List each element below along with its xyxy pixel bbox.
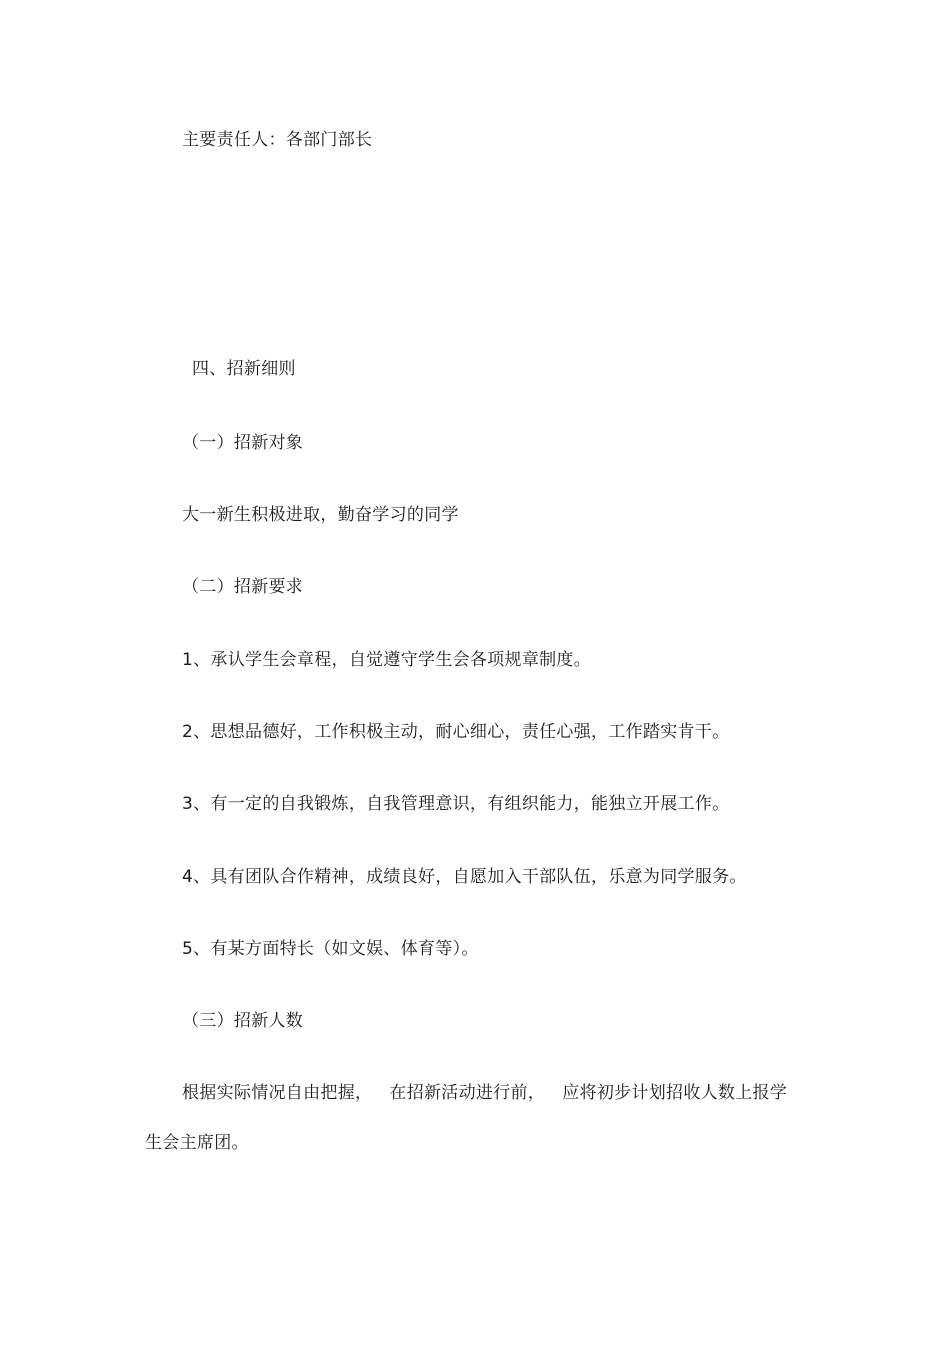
recruitment-number-text-line1: 根据实际情况自由把握， 在招新活动进行前， 应将初步计划招收人数上报学 bbox=[182, 1083, 788, 1103]
subheading-recruitment-target: （一）招新对象 bbox=[182, 433, 304, 453]
recruitment-target-text: 大一新生积极进取，勤奋学习的同学 bbox=[182, 505, 459, 525]
recruitment-number-text-line2: 生会主席团。 bbox=[145, 1133, 249, 1153]
requirement-item-1: 1、承认学生会章程，自觉遵守学生会各项规章制度。 bbox=[182, 650, 592, 670]
section-heading-recruitment-rules: 四、招新细则 bbox=[192, 359, 296, 379]
requirement-item-4: 4、具有团队合作精神，成绩良好，自愿加入干部队伍，乐意为同学服务。 bbox=[182, 867, 747, 887]
requirement-item-2: 2、思想品德好，工作积极主动，耐心细心，责任心强，工作踏实肯干。 bbox=[182, 722, 730, 742]
subheading-recruitment-requirements: （二）招新要求 bbox=[182, 577, 304, 597]
responsible-person-line: 主要责任人：各部门部长 bbox=[182, 130, 373, 150]
requirement-item-3: 3、有一定的自我锻炼，自我管理意识，有组织能力，能独立开展工作。 bbox=[182, 794, 730, 814]
subheading-recruitment-number: （三）招新人数 bbox=[182, 1011, 304, 1031]
requirement-item-5: 5、有某方面特长（如文娱、体育等）。 bbox=[182, 939, 479, 959]
